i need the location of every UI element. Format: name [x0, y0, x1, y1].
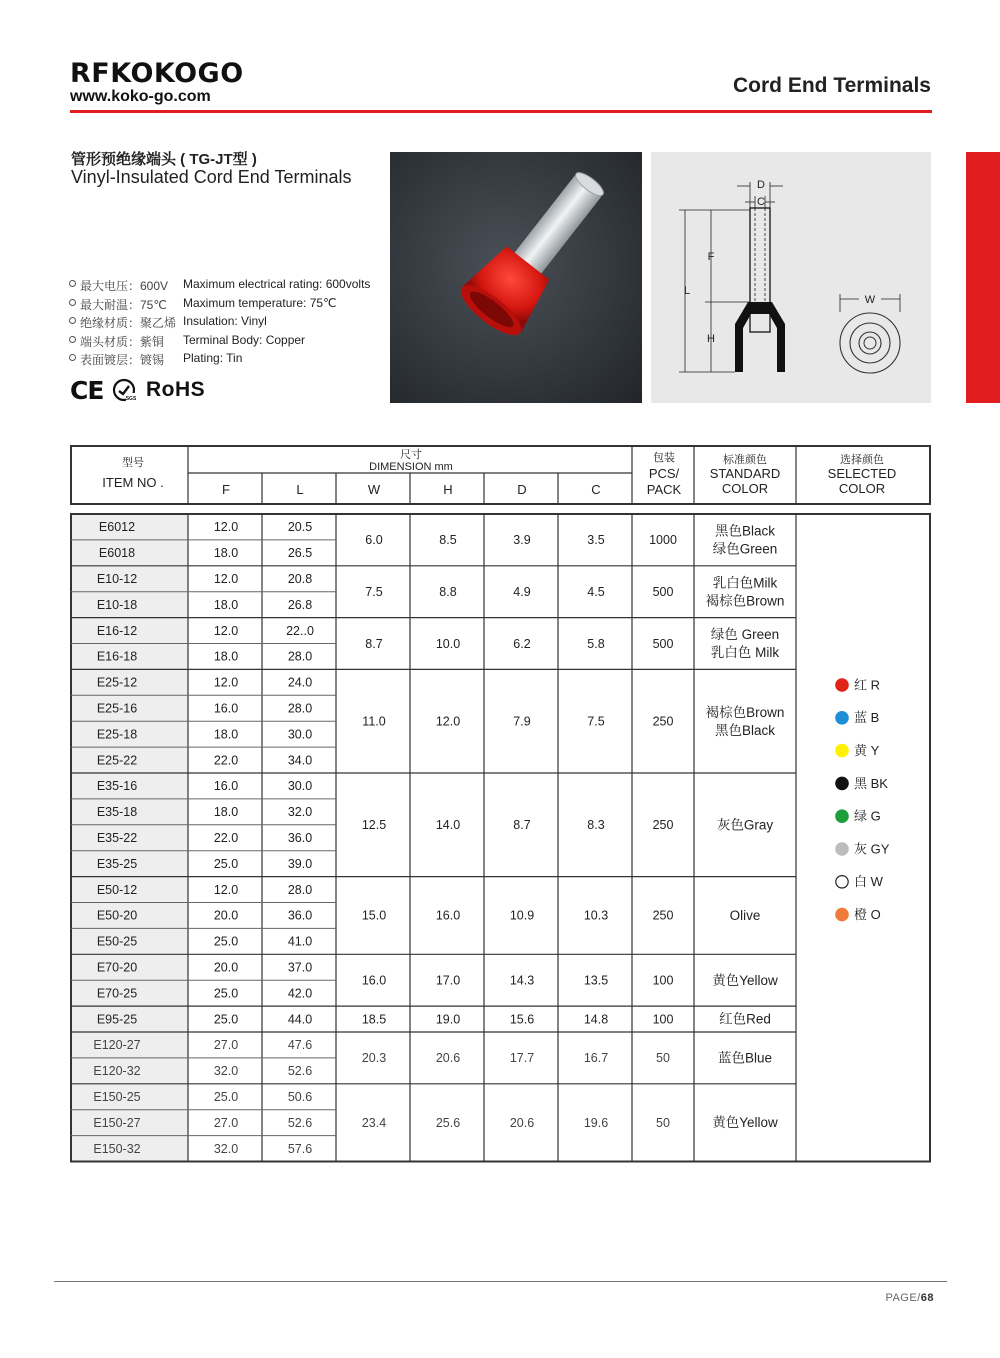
cell-c: 10.3 [583, 908, 609, 923]
header-dimension-cn: 尺寸 [400, 449, 422, 461]
cell-f: 22.0 [213, 831, 239, 846]
cell-l: 44.0 [287, 1012, 313, 1027]
dimension-diagram [651, 152, 931, 403]
header-item-en: ITEM NO . [102, 475, 164, 490]
cell-l: 24.0 [287, 675, 313, 690]
cell-f: 25.0 [213, 934, 239, 949]
cell-pack: 250 [652, 908, 674, 923]
cell-l: 36.0 [287, 908, 313, 923]
cell-l: 20.5 [287, 520, 313, 535]
selected-color-label: 橙 O [854, 907, 881, 923]
cell-l: 52.6 [287, 1115, 313, 1130]
cell-pack: 50 [656, 1115, 670, 1130]
cell-f: 32.0 [213, 1064, 239, 1079]
dim-label-c: C [757, 196, 765, 208]
cell-l: 28.0 [287, 649, 313, 664]
standard-color: 蓝色Blue [717, 1050, 773, 1066]
item-number: E50-20 [96, 908, 138, 923]
standard-color: 黑色Black [714, 523, 776, 539]
spec-label-cn: 端头材质：紫铜 [80, 334, 165, 349]
item-number: E35-16 [96, 779, 138, 794]
item-number: E25-22 [96, 753, 138, 768]
selected-color-label: 蓝 B [854, 710, 880, 726]
rohs-mark: RoHS [146, 378, 206, 401]
cell-d: 15.6 [509, 1012, 535, 1027]
cell-d: 7.9 [513, 714, 531, 729]
header-col-d: D [517, 482, 527, 497]
cell-d: 10.9 [509, 908, 535, 923]
cell-l: 28.0 [287, 701, 313, 716]
dim-label-f: F [707, 251, 715, 263]
bullet-icon [69, 280, 76, 287]
cell-h: 12.0 [435, 714, 461, 729]
cell-f: 25.0 [213, 1012, 239, 1027]
spec-label-cn: 绝缘材质：聚乙烯 [80, 316, 177, 330]
header-col-h: H [443, 482, 453, 497]
header-standard-color-en: STANDARD [709, 466, 781, 481]
spec-label-cn: 最大耐温：75℃ [80, 297, 167, 312]
dim-label-w: W [864, 294, 876, 306]
cell-f: 12.0 [213, 520, 239, 535]
selected-color-label: 白 W [854, 874, 883, 890]
cell-l: 39.0 [287, 856, 313, 871]
specification-table [70, 445, 931, 1163]
cell-l: 30.0 [287, 779, 313, 794]
cell-d: 8.7 [513, 818, 531, 833]
brand-url: www.koko-go.com [70, 88, 211, 105]
item-number: E16-12 [96, 623, 138, 638]
spec-label-cn: 表面镀层：镀锡 [80, 353, 165, 367]
color-swatch-icon [836, 712, 848, 724]
cell-pack: 250 [652, 818, 674, 833]
selected-color-list [836, 677, 890, 922]
bullet-icon [69, 354, 76, 361]
cell-w: 7.5 [365, 584, 383, 599]
standard-color: 黄色Yellow [712, 1115, 778, 1131]
cell-f: 25.0 [213, 986, 239, 1001]
product-photo [390, 152, 642, 403]
cell-f: 18.0 [213, 649, 239, 664]
cell-l: 41.0 [287, 934, 313, 949]
standard-color: Olive [729, 908, 761, 924]
item-number: E70-25 [96, 986, 138, 1001]
item-number: E50-25 [96, 934, 138, 949]
item-number: E25-12 [96, 675, 138, 690]
product-title-cn: 管形预绝缘端头 ( TG-JT型 ) [71, 151, 257, 168]
cell-w: 15.0 [361, 908, 387, 923]
cell-f: 20.0 [213, 960, 239, 975]
selected-color-label: 绿 G [854, 808, 881, 824]
page-indicator [885, 1292, 934, 1304]
selected-color-label: 红 R [854, 677, 881, 693]
item-number: E150-27 [93, 1115, 141, 1130]
cell-h: 25.6 [435, 1115, 461, 1130]
item-number: E150-25 [93, 1090, 141, 1105]
cell-c: 14.8 [583, 1012, 609, 1027]
cell-f: 18.0 [213, 597, 239, 612]
dim-label-h: H [707, 333, 715, 345]
brand-logo: RFKOKOGO [70, 58, 244, 89]
page-number: 68 [920, 1292, 934, 1304]
cell-pack: 50 [656, 1051, 670, 1066]
header-selected-color-cn: 选择颜色 [840, 454, 884, 466]
cell-h: 14.0 [435, 818, 461, 833]
cell-l: 26.5 [287, 546, 313, 561]
cell-d: 6.2 [513, 636, 531, 651]
cell-f: 12.0 [213, 572, 239, 587]
table-grid [71, 446, 930, 1162]
item-number: E25-18 [96, 727, 138, 742]
item-number: E70-20 [96, 960, 138, 975]
footer-divider [54, 1281, 947, 1282]
header-pack-cn: 包装 [653, 452, 675, 464]
color-swatch-icon [836, 679, 848, 691]
standard-color: 绿色 Green [710, 627, 780, 643]
cell-l: 50.6 [287, 1090, 313, 1105]
header-divider [70, 110, 932, 113]
cell-pack: 1000 [649, 533, 677, 548]
standard-color: 灰色Gray [716, 817, 774, 833]
cell-h: 19.0 [435, 1012, 461, 1027]
header-col-c: C [591, 482, 601, 497]
standard-color: 乳白色 Milk [710, 645, 780, 661]
cell-pack: 100 [652, 973, 674, 988]
cell-c: 8.3 [587, 818, 605, 833]
cell-d: 3.9 [513, 533, 531, 548]
cell-l: 37.0 [287, 960, 313, 975]
spec-label-en: Maximum electrical rating: 600volts [183, 277, 371, 291]
color-swatch-icon [836, 777, 848, 789]
cell-d: 17.7 [509, 1051, 535, 1066]
header-col-l: L [296, 482, 304, 497]
bullet-icon [69, 299, 76, 306]
cell-c: 5.8 [587, 636, 605, 651]
cell-f: 22.0 [213, 753, 239, 768]
body-border [71, 514, 930, 1162]
bullet-icon [69, 336, 76, 343]
cell-l: 22..0 [286, 623, 314, 638]
cell-w: 16.0 [361, 973, 387, 988]
cell-w: 6.0 [365, 533, 383, 548]
item-number: E150-32 [93, 1141, 141, 1156]
cell-d: 14.3 [509, 973, 535, 988]
cell-w: 20.3 [361, 1051, 387, 1066]
cell-c: 7.5 [587, 714, 605, 729]
item-number: E95-25 [96, 1012, 138, 1027]
standard-color: 褐棕色Brown [705, 704, 785, 720]
header-col-w: W [367, 482, 381, 497]
cell-l: 52.6 [287, 1064, 313, 1079]
item-number: E6018 [98, 546, 136, 561]
cell-h: 17.0 [435, 973, 461, 988]
cell-h: 20.6 [435, 1051, 461, 1066]
cell-pack: 500 [652, 636, 674, 651]
spec-label-en: Plating: Tin [183, 351, 243, 365]
cell-h: 8.5 [439, 533, 457, 548]
selected-color-label: 黑 BK [854, 775, 888, 791]
item-number: E16-18 [96, 649, 138, 664]
cell-f: 18.0 [213, 727, 239, 742]
standard-color: 乳白色Milk [712, 575, 778, 591]
item-number: E10-18 [96, 597, 138, 612]
cell-f: 12.0 [213, 623, 239, 638]
bullet-icon [69, 317, 76, 324]
item-number: E35-18 [96, 805, 138, 820]
header-border [71, 446, 930, 504]
cell-w: 8.7 [365, 636, 383, 651]
spec-label-en: Maximum temperature: 75℃ [183, 295, 337, 310]
standard-color: 绿色Green [712, 541, 778, 557]
item-number: E25-16 [96, 701, 138, 716]
cell-l: 20.8 [287, 572, 313, 587]
standard-color: 黑色Black [714, 722, 776, 738]
cell-pack: 250 [652, 714, 674, 729]
cell-w: 12.5 [361, 818, 387, 833]
page-title: Cord End Terminals [733, 74, 931, 97]
cell-l: 30.0 [287, 727, 313, 742]
cell-f: 16.0 [213, 701, 239, 716]
spec-label-en: Terminal Body: Copper [183, 332, 306, 347]
cell-h: 10.0 [435, 636, 461, 651]
header-dimension-en: DIMENSION mm [369, 461, 453, 473]
cell-c: 13.5 [583, 973, 609, 988]
color-swatch-icon [836, 876, 848, 888]
cell-f: 18.0 [213, 805, 239, 820]
color-swatch-icon [836, 908, 848, 920]
ce-mark: CE [70, 376, 104, 405]
header-col-f: F [222, 482, 230, 497]
cell-l: 57.6 [287, 1141, 313, 1156]
sgs-certification-icon [112, 378, 136, 402]
standard-color: 褐棕色Brown [705, 593, 785, 609]
dim-label-d: D [757, 179, 765, 191]
selected-color-label: 黄 Y [854, 743, 880, 759]
cell-pack: 100 [652, 1012, 674, 1027]
dim-label-l: L [683, 285, 691, 297]
cell-d: 4.9 [513, 584, 531, 599]
item-number: E6012 [98, 520, 136, 535]
cell-l: 36.0 [287, 831, 313, 846]
spec-label-cn: 最大电压：600V [80, 279, 169, 293]
cell-f: 27.0 [213, 1115, 239, 1130]
standard-color: 红色Red [719, 1011, 771, 1027]
cell-c: 16.7 [583, 1051, 609, 1066]
cell-c: 3.5 [587, 533, 605, 548]
cell-w: 23.4 [361, 1115, 387, 1130]
header-selected-color-en: COLOR [838, 481, 886, 496]
cell-f: 12.0 [213, 882, 239, 897]
cell-c: 19.6 [583, 1115, 609, 1130]
cell-f: 25.0 [213, 856, 239, 871]
header-standard-color-cn: 标准颜色 [723, 454, 767, 466]
item-number: E120-27 [93, 1038, 141, 1053]
spec-label-en: Insulation: Vinyl [183, 314, 267, 328]
color-swatch-icon [836, 843, 848, 855]
cell-f: 12.0 [213, 675, 239, 690]
cell-f: 18.0 [213, 546, 239, 561]
cell-f: 25.0 [213, 1090, 239, 1105]
cell-f: 32.0 [213, 1141, 239, 1156]
cell-l: 28.0 [287, 882, 313, 897]
item-number: E10-12 [96, 572, 138, 587]
header-selected-color-en: SELECTED [827, 466, 897, 481]
cell-pack: 500 [652, 584, 674, 599]
cell-l: 42.0 [287, 986, 313, 1001]
header-standard-color-en: COLOR [721, 481, 769, 496]
cell-l: 32.0 [287, 805, 313, 820]
cell-w: 11.0 [362, 714, 386, 729]
cell-l: 47.6 [287, 1038, 313, 1053]
standard-color: 黄色Yellow [712, 972, 778, 988]
selected-color-label: 灰 GY [854, 841, 890, 857]
item-number: E50-12 [96, 882, 138, 897]
table-header [102, 447, 896, 497]
cell-d: 20.6 [509, 1115, 535, 1130]
header-pack-en: PACK [646, 482, 682, 497]
item-number: E120-32 [93, 1064, 141, 1079]
cell-l: 26.8 [287, 597, 313, 612]
item-number: E35-22 [96, 831, 138, 846]
svg-text:SGS: SGS [125, 396, 136, 402]
cell-l: 34.0 [287, 753, 313, 768]
cell-h: 16.0 [435, 908, 461, 923]
cell-f: 20.0 [213, 908, 239, 923]
page-label: PAGE/ [885, 1292, 921, 1304]
color-swatch-icon [836, 744, 848, 756]
item-number: E35-25 [96, 856, 138, 871]
header-pack-en: PCS/ [648, 466, 680, 481]
cell-f: 27.0 [213, 1038, 239, 1053]
product-title-en: Vinyl-Insulated Cord End Terminals [71, 167, 352, 187]
header-item-cn: 型号 [122, 457, 144, 469]
cell-c: 4.5 [587, 584, 605, 599]
cell-h: 8.8 [439, 584, 457, 599]
cell-f: 16.0 [213, 779, 239, 794]
cell-w: 18.5 [361, 1012, 387, 1027]
table-body [93, 520, 784, 1156]
color-swatch-icon [836, 810, 848, 822]
section-side-tab [966, 152, 1000, 403]
